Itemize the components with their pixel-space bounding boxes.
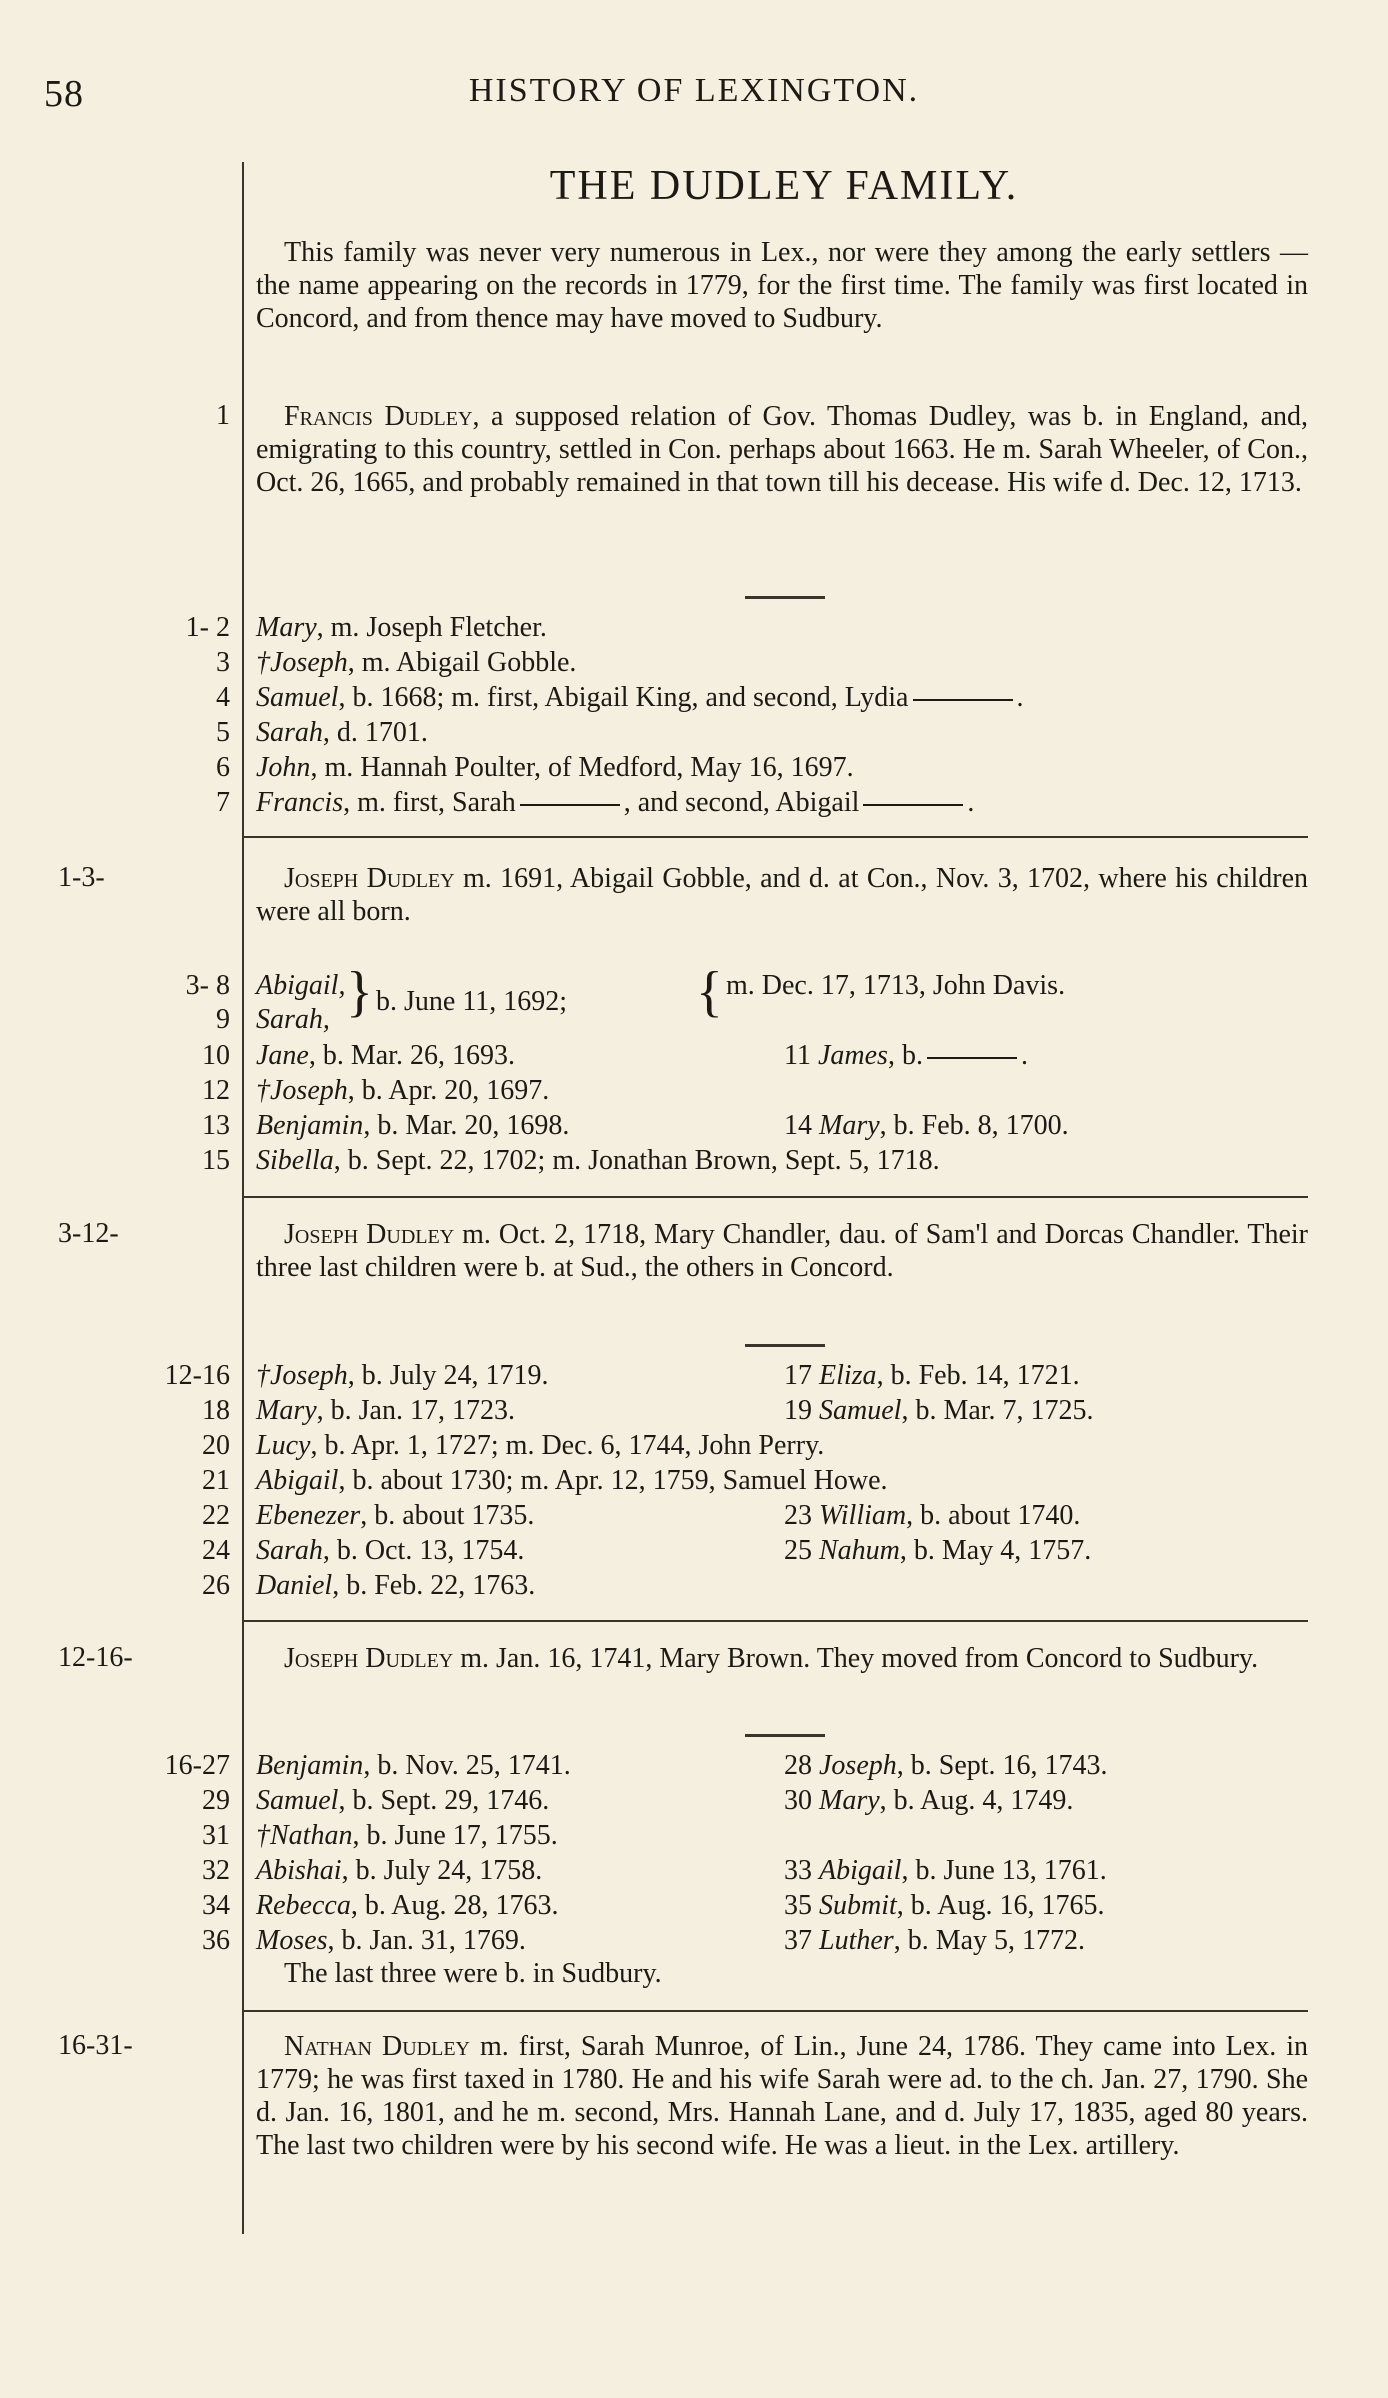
head-name: Francis Dudley [284, 401, 473, 432]
twin-birth: b. June 11, 1692; [376, 986, 568, 1017]
child-number: 3- 8 [185, 970, 230, 1001]
head-text: m. 1691, Abigail Gobble, and d. at Con., Nov. 3, 1702, where his children were all born. [256, 863, 1308, 927]
child-number: 10 [202, 1040, 230, 1071]
child-number: 6 [216, 752, 230, 783]
child-number: 4 [216, 682, 230, 713]
child-name: John [256, 752, 311, 783]
child-number: 3 [216, 647, 230, 678]
head-name: Nathan Dudley [284, 2031, 470, 2062]
child-number: 1- 2 [185, 612, 230, 643]
child-number: 31 [202, 1820, 230, 1851]
child-entry: †Joseph, b. Apr. 20, 1697. [256, 1075, 550, 1106]
child-entry: 23 William, b. about 1740. [784, 1500, 1081, 1531]
child-entry: Benjamin, b. Nov. 25, 1741. [256, 1750, 571, 1781]
child-entry: Moses, b. Jan. 31, 1769. [256, 1925, 526, 1956]
child-text: , m. Abigail Gobble. [347, 647, 577, 678]
ref-number: 16-31- [58, 2030, 133, 2061]
child-entry [256, 717, 428, 749]
child-entry: Jane, b. Mar. 26, 1693. [256, 1040, 515, 1071]
brace-left: } [346, 961, 373, 1023]
child-text: , b. 1668; m. first, Abigail King, and second, Lydia [338, 682, 909, 713]
child-number: 22 [202, 1500, 230, 1531]
child-entry: 19 Samuel, b. Mar. 7, 1725. [784, 1395, 1094, 1426]
child-entry: 35 Submit, b. Aug. 16, 1765. [784, 1890, 1105, 1921]
head-name: Joseph Dudley [284, 1643, 454, 1674]
child-entry: Ebenezer, b. about 1735. [256, 1500, 535, 1531]
child-number: 16-27 [164, 1750, 230, 1781]
child-entry: Rebecca, b. Aug. 28, 1763. [256, 1890, 559, 1921]
page-header [0, 72, 1388, 132]
child-entry: Mary, b. Jan. 17, 1723. [256, 1395, 515, 1426]
child-entry: 17 Eliza, b. Feb. 14, 1721. [784, 1360, 1080, 1391]
child-number: 29 [202, 1785, 230, 1816]
child-number: 34 [202, 1890, 230, 1921]
child-number: 21 [202, 1465, 230, 1496]
child-number: 12-16 [164, 1360, 230, 1391]
child-entry [256, 647, 576, 679]
ref-number: 3-12- [58, 1218, 119, 1249]
blank-dash [520, 804, 620, 806]
child-number: 9 [216, 1004, 230, 1035]
child-text: , m. Hannah Poulter, of Medford, May 16, 1697. [310, 752, 854, 783]
child-number: 24 [202, 1535, 230, 1566]
child-entry: Daniel, b. Feb. 22, 1763. [256, 1570, 536, 1601]
child-name: Sarah [256, 717, 323, 748]
child-name: Sarah, [256, 1004, 330, 1035]
short-rule [745, 1734, 825, 1737]
child-entry [256, 612, 547, 644]
child-entry: 14 Mary, b. Feb. 8, 1700. [784, 1110, 1069, 1141]
child-text-2: , and second, Abigail [623, 787, 860, 818]
section-divider [244, 1196, 1308, 1198]
child-entry: Samuel, b. Sept. 29, 1746. [256, 1785, 550, 1816]
child-entry: †Joseph, b. July 24, 1719. [256, 1360, 549, 1391]
child-entry: Sibella, b. Sept. 22, 1702; m. Jonathan Brown, Sept. 5, 1718. [256, 1145, 940, 1176]
section-divider [244, 836, 1308, 838]
head-name: Joseph Dudley [284, 1219, 455, 1250]
child-text: , d. 1701. [322, 717, 428, 748]
child-name: Francis [256, 787, 344, 818]
family-title: THE DUDLEY FAMILY. [549, 163, 1019, 209]
child-number: 32 [202, 1855, 230, 1886]
ref-number: 1 [216, 400, 230, 431]
child-entry: Sarah, b. Oct. 13, 1754. [256, 1535, 525, 1566]
short-rule [745, 1344, 825, 1347]
child-number: 36 [202, 1925, 230, 1956]
child-entry: 33 Abigail, b. June 13, 1761. [784, 1855, 1107, 1886]
child-number: 26 [202, 1570, 230, 1601]
child-entry: Francis, m. first, Sarah , and second, Abigail . [256, 787, 975, 818]
intro-paragraph: This family was never very numerous in Lex., nor were they among the early settlers — the name appearing on the records in 1779, for the first time. The family was first located in Concord, and from thence may have moved to Sudbury. [256, 237, 1308, 334]
child-name: Samuel [256, 682, 339, 713]
child-entry: 30 Mary, b. Aug. 4, 1749. [784, 1785, 1074, 1816]
child-entry: Abishai, b. July 24, 1758. [256, 1855, 543, 1886]
running-title: HISTORY OF LEXINGTON. [468, 72, 920, 109]
child-entry: Lucy, b. Apr. 1, 1727; m. Dec. 6, 1744, John Perry. [256, 1430, 825, 1461]
head-text: m. first, Sarah Munroe, of Lin., June 24, 1786. They came into Lex. in 1779; he was first taxed in 1780. He and his wife Sarah were ad. to the ch. Jan. 27, 1790. She d. Jan. 16, 1801, and he m. second, Mrs. Hannah Lane, and d. July 17, 1835, aged 80 years. The last two children were by his second wife. He was a lieut. in the Lex. artillery. [256, 2031, 1308, 2161]
child-number: 7 [216, 787, 230, 818]
blank-dash [863, 804, 963, 806]
head-paragraph [256, 1218, 1308, 1284]
ref-number: 12-16- [58, 1642, 133, 1673]
twin-note: m. Dec. 17, 1713, John Davis. [726, 970, 1066, 1001]
child-name: Mary [256, 612, 317, 643]
blank-dash [913, 699, 1013, 701]
birthplace-note: The last three were b. in Sudbury. [284, 1958, 662, 1989]
short-rule [745, 596, 825, 599]
page-number: 58 [44, 73, 84, 115]
head-text: , a supposed relation of Gov. Thomas Dudley, was b. in England, and, emigrating to this country, settled in Con. perhaps about 1663. He m. Sarah Wheeler, of Con., Oct. 26, 1665, and probably remained in that town till his decease. His wife d. Dec. 12, 1713. [256, 401, 1309, 498]
head-paragraph [256, 400, 1308, 499]
head-name: Joseph Dudley [284, 863, 455, 894]
child-number: 15 [202, 1145, 230, 1176]
head-paragraph [256, 1642, 1308, 1675]
brace-right: { [696, 961, 723, 1023]
child-name: †Joseph [256, 647, 348, 678]
head-text: m. Jan. 16, 1741, Mary Brown. They moved from Concord to Sudbury. [453, 1643, 1259, 1674]
ref-number: 1-3- [58, 862, 105, 893]
head-text: m. Oct. 2, 1718, Mary Chandler, dau. of Sam'l and Dorcas Chandler. Their three last children were b. at Sud., the others in Concord. [256, 1219, 1308, 1283]
child-text: , m. first, Sarah [343, 787, 516, 818]
child-number: 5 [216, 717, 230, 748]
child-number: 20 [202, 1430, 230, 1461]
child-entry: †Nathan, b. June 17, 1755. [256, 1820, 558, 1851]
child-entry [256, 752, 854, 784]
child-number: 13 [202, 1110, 230, 1141]
section-divider [244, 1620, 1308, 1622]
margin-rule [242, 162, 244, 2234]
child-entry: 25 Nahum, b. May 4, 1757. [784, 1535, 1092, 1566]
head-paragraph [256, 862, 1308, 928]
child-number: 12 [202, 1075, 230, 1106]
child-entry: 11 James, b. . [784, 1040, 1028, 1071]
child-entry: 37 Luther, b. May 5, 1772. [784, 1925, 1086, 1956]
child-entry: Benjamin, b. Mar. 20, 1698. [256, 1110, 570, 1141]
child-entry: Abigail, b. about 1730; m. Apr. 12, 1759, Samuel Howe. [256, 1465, 888, 1496]
child-text: , m. Joseph Fletcher. [316, 612, 547, 643]
child-number: 18 [202, 1395, 230, 1426]
section-divider [244, 2010, 1308, 2012]
child-name: Abigail, [256, 970, 346, 1001]
blank-dash [927, 1057, 1017, 1059]
head-paragraph [256, 2030, 1308, 2162]
child-entry: Samuel, b. 1668; m. first, Abigail King, and second, Lydia . [256, 682, 1024, 713]
child-entry: 28 Joseph, b. Sept. 16, 1743. [784, 1750, 1108, 1781]
